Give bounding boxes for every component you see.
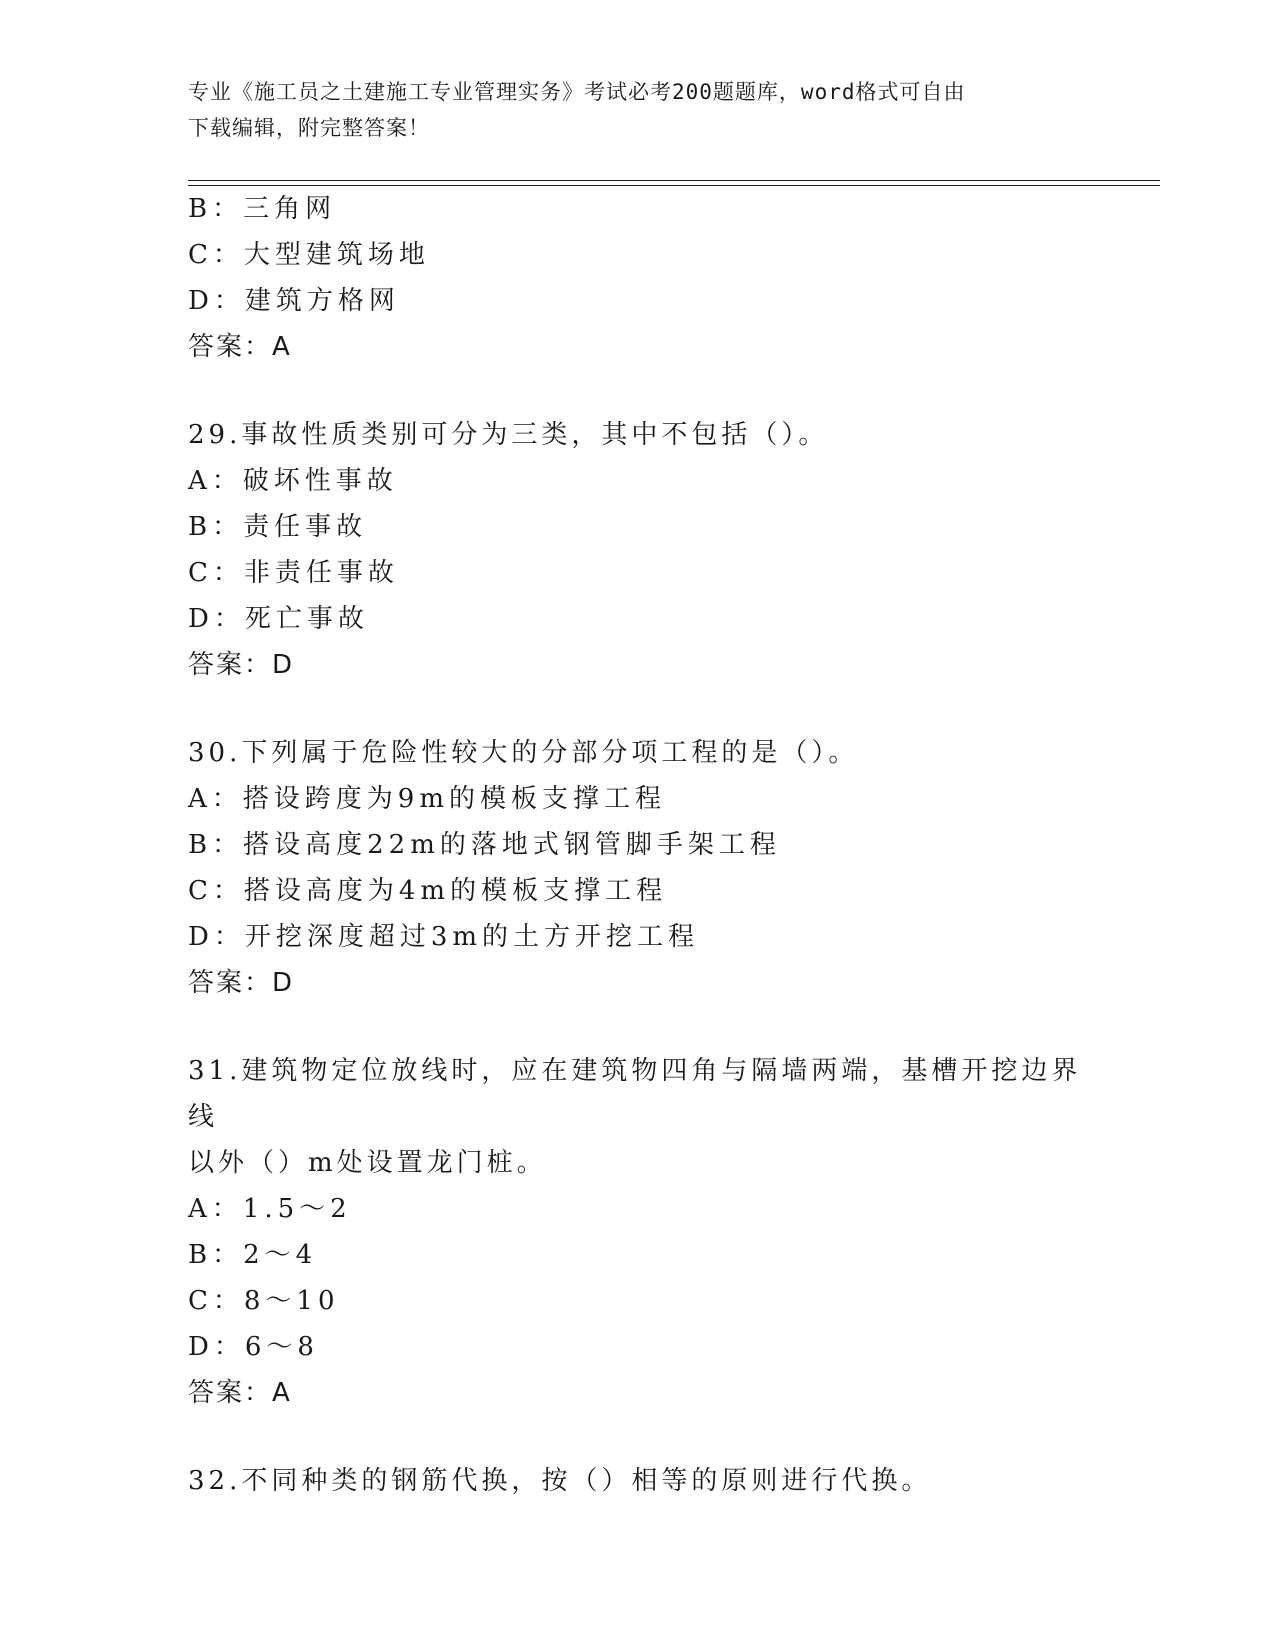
option-a: A：搭设跨度为9m的模板支撑工程 [188,784,666,814]
option-b: B：搭设高度22m的落地式钢管脚手架工程 [188,830,781,860]
header-line-1: 专业《施工员之土建施工专业管理实务》考试必考200题题库，word格式可自由 [188,80,966,104]
answer-line: 答案：A [188,1378,292,1408]
question-stem: 32.不同种类的钢筋代换，按（）相等的原则进行代换。 [188,1466,932,1496]
option-a: A：1.5～2 [188,1194,352,1224]
question-list [188,186,1088,1504]
option-c: C：非责任事故 [188,558,399,588]
option-d: D：6～8 [188,1332,319,1362]
option-d: D：开挖深度超过3m的土方开挖工程 [188,922,700,952]
option-d: D：死亡事故 [188,604,369,634]
option-c: C：8～10 [188,1286,340,1316]
option-a: A：破坏性事故 [188,466,398,496]
question-stem-line-1: 31.建筑物定位放线时，应在建筑物四角与隔墙两端，基槽开挖边界线 [188,1056,1082,1132]
option-b: B：责任事故 [188,512,368,542]
option-d: D：建筑方格网 [188,286,400,316]
option-b: B：2～4 [188,1240,318,1270]
question-stem-line-2: 以外（）m处设置龙门桩。 [188,1148,547,1178]
answer-line: 答案：D [188,650,295,680]
answer-line: 答案：D [188,968,295,998]
document-header [188,74,1088,146]
question-28-continued [188,186,1088,370]
question-30 [188,730,1088,1006]
header-divider-top [188,180,1160,181]
option-c: C：搭设高度为4m的模板支撑工程 [188,876,668,906]
question-29 [188,412,1088,688]
answer-line: 答案：A [188,332,292,362]
option-b: B：三角网 [188,194,337,224]
question-31 [188,1048,1088,1416]
option-c: C：大型建筑场地 [188,240,430,270]
question-stem: 29.事故性质类别可分为三类，其中不包括（）。 [188,420,829,450]
header-line-2: 下载编辑，附完整答案！ [188,116,430,140]
question-32 [188,1458,1088,1504]
question-stem: 30.下列属于危险性较大的分部分项工程的是（）。 [188,738,859,768]
